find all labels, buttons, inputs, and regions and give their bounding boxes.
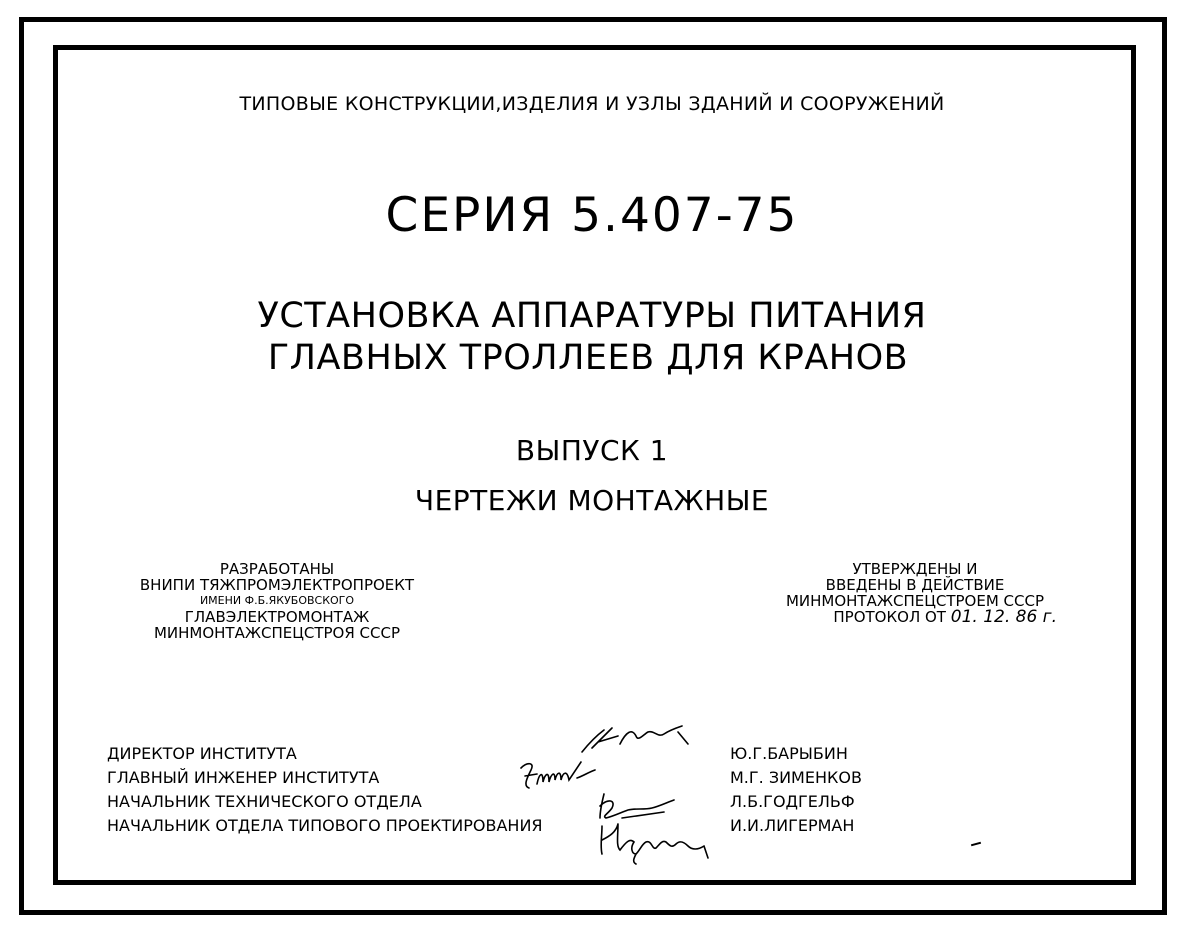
signatory-roles xyxy=(107,742,543,838)
name-chief-engineer: М.Г. ЗИМЕНКОВ xyxy=(730,768,862,787)
approved-line: МИНМОНТАЖСПЕЦСТРОЕМ СССР xyxy=(785,592,1045,610)
protocol-date: 01. 12. 86 г. xyxy=(950,607,1057,627)
name-director: Ю.Г.БАРЫБИН xyxy=(730,744,848,763)
role-head-technical-dept: НАЧАЛЬНИК ТЕХНИЧЕСКОГО ОТДЕЛА xyxy=(107,792,422,811)
signature-chief-engineer xyxy=(517,760,602,794)
protocol-line xyxy=(765,609,1065,625)
developed-by-block xyxy=(112,561,442,641)
approved-line: ВВЕДЕНЫ В ДЕЙСТВИЕ xyxy=(825,576,1005,594)
subtitle: ЧЕРТЕЖИ МОНТАЖНЫЕ xyxy=(414,484,770,517)
developed-line: РАЗРАБОТАНЫ xyxy=(219,560,335,578)
developed-line: ИМЕНИ Ф.Б.ЯКУБОВСКОГО xyxy=(199,594,355,607)
developed-line: ВНИПИ ТЯЖПРОМЭЛЕКТРОПРОЕКТ xyxy=(139,576,415,594)
header-line: ТИПОВЫЕ КОНСТРУКЦИИ,ИЗДЕЛИЯ И УЗЛЫ ЗДАНИЙ И СООРУЖЕНИЙ xyxy=(239,93,945,115)
developed-line: ГЛАВЭЛЕКТРОМОНТАЖ xyxy=(184,608,370,626)
signatory-names xyxy=(730,742,862,838)
approved-line: УТВЕРЖДЕНЫ И xyxy=(852,560,978,578)
role-head-standard-design-dept: НАЧАЛЬНИК ОТДЕЛА ТИПОВОГО ПРОЕКТИРОВАНИЯ xyxy=(107,816,543,835)
signature-head-standard-design-dept xyxy=(596,818,716,866)
protocol-label: ПРОТОКОЛ ОТ xyxy=(833,608,946,626)
series-number: СЕРИЯ 5.407-75 xyxy=(385,188,799,243)
name-head-standard-design-dept: И.И.ЛИГЕРМАН xyxy=(730,816,855,835)
title-line-2: ГЛАВНЫХ ТРОЛЛЕЕВ ДЛЯ КРАНОВ xyxy=(267,338,909,378)
developed-line: МИНМОНТАЖСПЕЦСТРОЯ СССР xyxy=(153,624,401,642)
approved-block xyxy=(765,561,1065,625)
role-director: ДИРЕКТОР ИНСТИТУТА xyxy=(107,744,297,763)
name-head-technical-dept: Л.Б.ГОДГЕЛЬФ xyxy=(730,792,855,811)
role-chief-engineer: ГЛАВНЫЙ ИНЖЕНЕР ИНСТИТУТА xyxy=(107,768,380,787)
title-line-1: УСТАНОВКА АППАРАТУРЫ ПИТАНИЯ xyxy=(257,296,927,336)
issue-number: ВЫПУСК 1 xyxy=(515,434,669,467)
signature-director xyxy=(578,722,698,758)
